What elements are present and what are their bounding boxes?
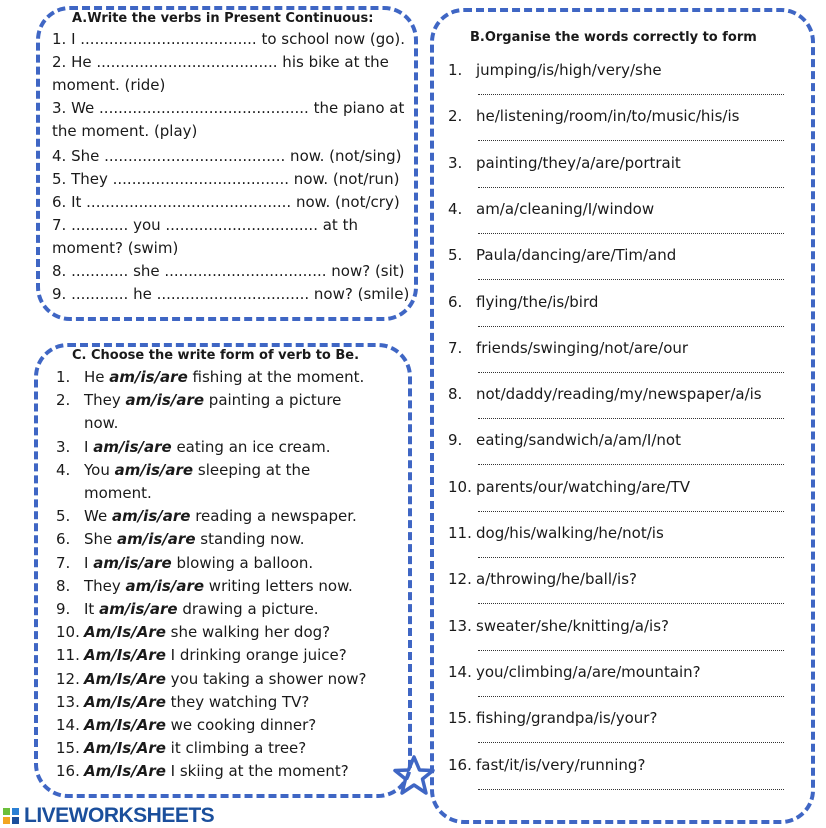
answer-line[interactable] bbox=[478, 326, 784, 327]
section-c-title: C. Choose the write form of verb to Be. bbox=[72, 348, 360, 363]
item-text-start: It bbox=[84, 600, 100, 618]
verb-options[interactable]: am/is/are bbox=[99, 600, 178, 618]
item-number: 11. bbox=[56, 646, 80, 665]
section-a-title: A.Write the verbs in Present Continuous: bbox=[72, 11, 374, 26]
item-text-end: fishing at the moment. bbox=[187, 368, 365, 386]
item-number: 4. bbox=[448, 199, 463, 218]
verb-options[interactable]: am/is/are bbox=[117, 530, 196, 549]
answer-line[interactable] bbox=[478, 696, 784, 697]
verb-options[interactable]: am/is/are bbox=[109, 368, 188, 386]
answer-line[interactable] bbox=[478, 511, 784, 512]
star-icon bbox=[392, 754, 436, 798]
item-text-start: They bbox=[84, 576, 126, 595]
section-b-item bbox=[448, 569, 637, 589]
section-a-line: 1. I ..................................... to school now (go). bbox=[52, 30, 406, 48]
item-text-end: blowing a balloon. bbox=[171, 553, 314, 572]
section-a-line: 5. They ..................................... now. (not/run) bbox=[52, 170, 400, 188]
item-text-end: eating an ice cream. bbox=[171, 437, 331, 456]
item-number: 8. bbox=[56, 576, 71, 595]
verb-options[interactable]: Am/Is/Are bbox=[84, 762, 166, 781]
item-number: 9. bbox=[56, 600, 71, 618]
section-c-item bbox=[56, 390, 341, 410]
item-number: 15. bbox=[448, 709, 472, 728]
item-number: 4. bbox=[56, 460, 71, 479]
item-text-end: drawing a picture. bbox=[177, 600, 319, 618]
verb-options[interactable]: am/is/are bbox=[93, 437, 172, 456]
section-b-item bbox=[448, 338, 688, 358]
item-text-start: They bbox=[84, 391, 126, 410]
section-a-line: 4. She ...................................... now. (not/sing) bbox=[52, 147, 402, 165]
section-c-item bbox=[56, 622, 330, 642]
verb-options[interactable]: Am/Is/Are bbox=[84, 692, 166, 711]
section-a-line: 9. ............ he ................................ now? (smile) bbox=[52, 285, 410, 303]
item-number: 2. bbox=[448, 107, 463, 126]
item-text-end: reading a newspaper. bbox=[190, 507, 357, 526]
item-text-end: I drinking orange juice? bbox=[165, 646, 347, 665]
item-number: 14. bbox=[56, 716, 80, 734]
section-c-item bbox=[56, 553, 313, 573]
item-text-end: they watching TV? bbox=[165, 692, 310, 711]
section-b-item bbox=[448, 523, 664, 543]
answer-line[interactable] bbox=[478, 140, 784, 141]
item-number: 16. bbox=[56, 762, 80, 781]
verb-options[interactable]: am/is/are bbox=[111, 507, 191, 526]
item-number: 1. bbox=[448, 61, 463, 79]
item-number: 7. bbox=[56, 553, 71, 572]
section-b-item bbox=[448, 477, 690, 497]
answer-line[interactable] bbox=[478, 279, 784, 280]
section-a-line: 6. It ........................................... now. (not/cry) bbox=[52, 193, 400, 211]
footer-brand: LIVEWORKSHEETS bbox=[24, 804, 215, 827]
section-b-item bbox=[448, 106, 739, 126]
verb-options[interactable]: Am/Is/Are bbox=[84, 623, 166, 642]
section-b-item bbox=[448, 153, 681, 173]
section-a-line: 7. ............ you ................................ at th bbox=[52, 216, 358, 234]
item-text-start: I bbox=[84, 437, 94, 456]
verb-options[interactable]: am/is/are bbox=[125, 576, 205, 595]
section-c-item bbox=[56, 529, 305, 549]
scrambled-words: sweater/she/knitting/a/is? bbox=[476, 616, 670, 635]
item-text-start: I bbox=[84, 553, 94, 572]
scrambled-words: he/listening/room/in/to/music/his/is bbox=[476, 107, 740, 126]
verb-options[interactable]: Am/Is/Are bbox=[84, 669, 166, 688]
section-b-item bbox=[448, 292, 598, 312]
item-text-end: you taking a shower now? bbox=[165, 669, 367, 688]
item-text-end: I skiing at the moment? bbox=[165, 762, 349, 781]
scrambled-words: Paula/dancing/are/Tim/and bbox=[476, 246, 677, 265]
scrambled-words: you/climbing/a/are/mountain? bbox=[476, 662, 701, 681]
section-b-item bbox=[448, 708, 657, 728]
section-c-item bbox=[56, 506, 357, 526]
item-number: 3. bbox=[448, 153, 463, 172]
section-a-line: 3. We ............................................ the piano at bbox=[52, 99, 405, 117]
section-b-item bbox=[448, 662, 701, 682]
scrambled-words: am/a/cleaning/I/window bbox=[476, 199, 655, 218]
section-c-item bbox=[56, 715, 316, 735]
section-a-line: the moment. (play) bbox=[52, 122, 198, 140]
item-number: 11. bbox=[448, 524, 472, 542]
item-number: 2. bbox=[56, 391, 71, 410]
scrambled-words: fishing/grandpa/is/your? bbox=[476, 709, 658, 728]
item-number: 15. bbox=[56, 739, 80, 758]
scrambled-words: painting/they/a/are/portrait bbox=[476, 153, 681, 172]
section-a-line: moment? (swim) bbox=[52, 239, 179, 257]
section-b-item bbox=[448, 60, 662, 80]
verb-options[interactable]: Am/Is/Are bbox=[84, 646, 166, 665]
verb-options[interactable]: am/is/are bbox=[93, 553, 172, 572]
section-c-item bbox=[56, 367, 364, 387]
answer-line[interactable] bbox=[478, 233, 784, 234]
answer-line[interactable] bbox=[478, 603, 784, 604]
liveworksheets-logo-icon bbox=[2, 806, 22, 826]
item-number: 5. bbox=[448, 246, 463, 265]
item-number: 9. bbox=[448, 431, 463, 450]
item-number: 13. bbox=[448, 616, 472, 635]
section-c-item bbox=[56, 413, 118, 433]
item-text-start: You bbox=[84, 460, 115, 479]
item-text-end: it climbing a tree? bbox=[165, 739, 307, 758]
item-number: 12. bbox=[56, 669, 80, 688]
scrambled-words: not/daddy/reading/my/newspaper/a/is bbox=[476, 385, 762, 404]
section-c-item bbox=[56, 669, 367, 689]
item-number: 6. bbox=[448, 292, 463, 311]
scrambled-words: flying/the/is/bird bbox=[476, 292, 599, 311]
answer-line[interactable] bbox=[478, 742, 784, 743]
section-a-line: 8. ............ she .................................. now? (sit) bbox=[52, 262, 405, 280]
answer-line[interactable] bbox=[478, 187, 784, 188]
answer-line[interactable] bbox=[478, 650, 784, 651]
verb-options[interactable]: Am/Is/Are bbox=[84, 739, 166, 758]
item-number: 7. bbox=[448, 338, 463, 357]
item-text-end: writing letters now. bbox=[204, 576, 353, 595]
answer-line[interactable] bbox=[478, 789, 784, 790]
verb-options[interactable]: am/is/are bbox=[125, 391, 205, 410]
scrambled-words: fast/it/is/very/running? bbox=[476, 755, 646, 774]
answer-line[interactable] bbox=[478, 372, 784, 373]
section-c-item bbox=[56, 599, 319, 619]
item-number: 10. bbox=[448, 477, 472, 496]
item-number: 3. bbox=[56, 437, 71, 456]
item-text-end: we cooking dinner? bbox=[165, 716, 317, 734]
item-number: 10. bbox=[56, 623, 80, 642]
item-number: 14. bbox=[448, 662, 472, 681]
verb-options[interactable]: am/is/are bbox=[114, 460, 194, 479]
section-c-item bbox=[56, 692, 309, 712]
item-text-start: She bbox=[84, 530, 118, 549]
item-text-start: He bbox=[84, 368, 110, 386]
item-text-start: now. bbox=[84, 414, 119, 433]
item-text-start: We bbox=[84, 507, 112, 526]
item-number: 12. bbox=[448, 570, 472, 589]
section-c-item bbox=[56, 576, 353, 596]
item-text-end: sleeping at the bbox=[193, 460, 311, 479]
section-c-item bbox=[56, 738, 306, 758]
section-b-item bbox=[448, 245, 676, 265]
item-number: 8. bbox=[448, 385, 463, 404]
section-b-item bbox=[448, 430, 681, 450]
section-b-item bbox=[448, 755, 645, 775]
answer-line[interactable] bbox=[478, 464, 784, 465]
item-text-end: painting a picture bbox=[204, 391, 342, 410]
scrambled-words: eating/sandwich/a/am/I/not bbox=[476, 431, 681, 450]
section-c-item bbox=[56, 645, 347, 665]
section-b-item bbox=[448, 384, 762, 404]
scrambled-words: a/throwing/he/ball/is? bbox=[476, 570, 638, 589]
scrambled-words: friends/swinging/not/are/our bbox=[476, 338, 689, 357]
section-b-box bbox=[430, 8, 815, 824]
section-c-item bbox=[56, 483, 152, 503]
scrambled-words: dog/his/walking/he/not/is bbox=[476, 524, 664, 542]
answer-line[interactable] bbox=[478, 418, 784, 419]
item-text-end: standing now. bbox=[195, 530, 305, 549]
section-c-item bbox=[56, 437, 330, 457]
verb-options[interactable]: Am/Is/Are bbox=[84, 716, 166, 734]
item-text-start: moment. bbox=[84, 484, 152, 502]
item-number: 13. bbox=[56, 692, 80, 711]
section-b-item bbox=[448, 199, 654, 219]
answer-line[interactable] bbox=[478, 557, 784, 558]
answer-line[interactable] bbox=[478, 94, 784, 95]
section-c-item bbox=[56, 761, 349, 781]
item-text-end: she walking her dog? bbox=[165, 623, 331, 642]
section-b-title: B.Organise the words correctly to form bbox=[470, 30, 757, 45]
item-number: 1. bbox=[56, 368, 71, 386]
section-c-item bbox=[56, 460, 310, 480]
footer bbox=[0, 804, 214, 828]
item-number: 16. bbox=[448, 755, 472, 774]
scrambled-words: jumping/is/high/very/she bbox=[476, 61, 662, 79]
item-number: 5. bbox=[56, 507, 71, 526]
section-a-line: moment. (ride) bbox=[52, 76, 166, 94]
item-number: 6. bbox=[56, 530, 71, 549]
section-a-line: 2. He ...................................... his bike at the bbox=[52, 53, 389, 71]
scrambled-words: parents/our/watching/are/TV bbox=[476, 477, 691, 496]
section-b-item bbox=[448, 616, 669, 636]
